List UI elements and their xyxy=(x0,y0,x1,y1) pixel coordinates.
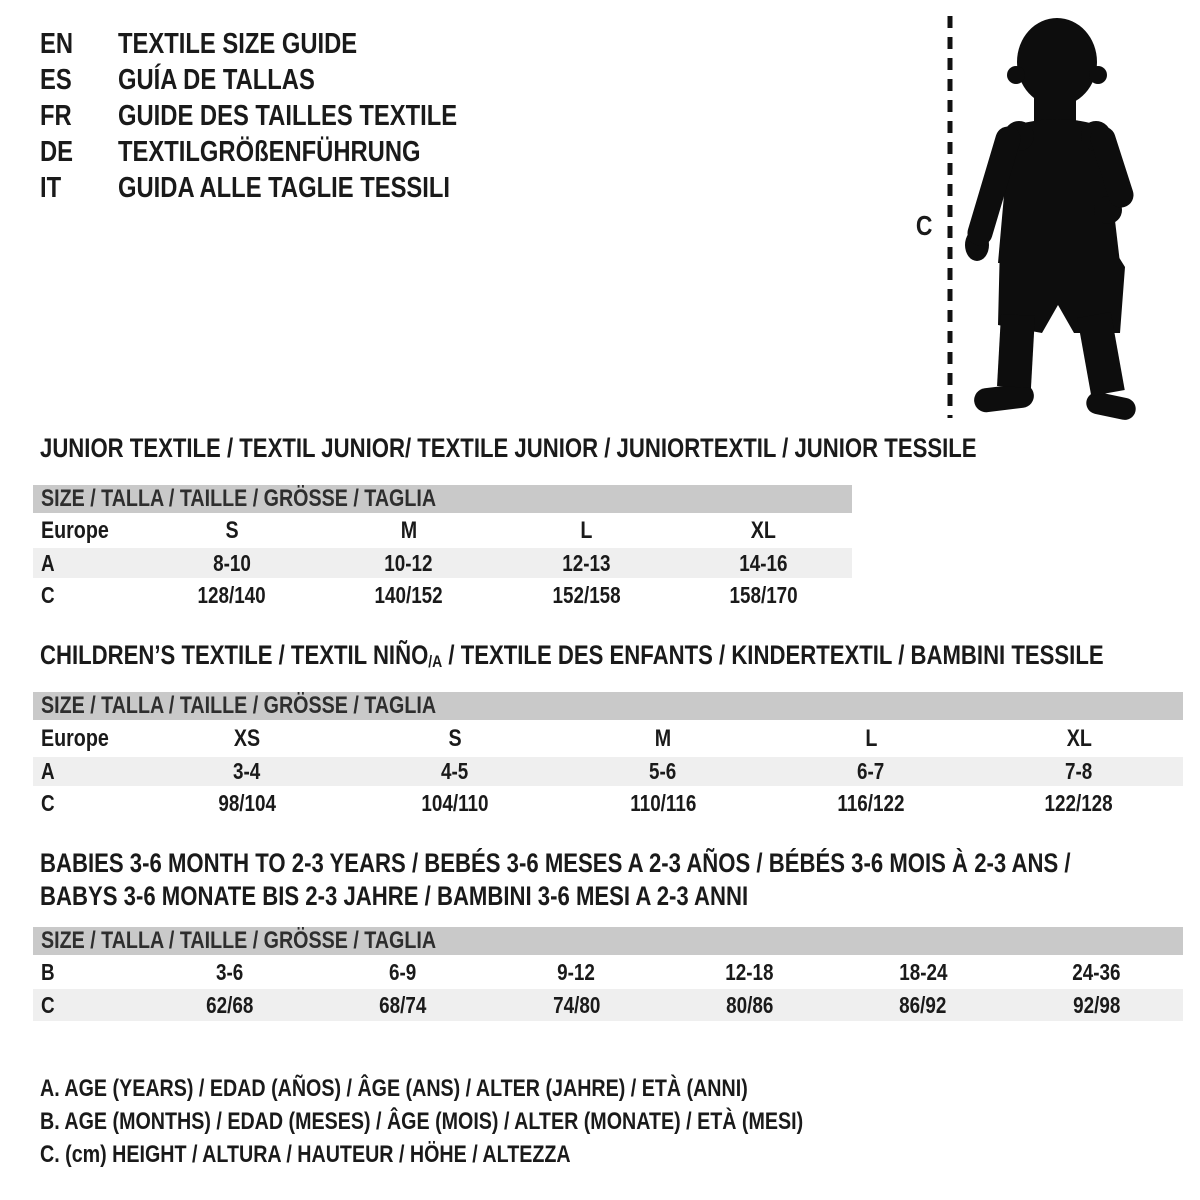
size-label: M xyxy=(400,516,418,544)
lang-code: ES xyxy=(40,63,72,96)
cell-value: 128/140 xyxy=(197,581,266,608)
lang-code: IT xyxy=(40,171,62,204)
note-c: C. (cm) HEIGHT / ALTURA / HAUTEUR / HÖHE / ALTEZZA xyxy=(40,1140,571,1168)
cell-value: 140/152 xyxy=(374,581,443,608)
row-label: C xyxy=(41,991,55,1018)
height-measure-label: C xyxy=(915,210,933,241)
row-label: A xyxy=(41,549,55,576)
size-header-bar: SIZE / TALLA / TAILLE / GRÖSSE / TAGLIA xyxy=(33,485,852,513)
language-title-list xyxy=(40,26,532,206)
children-size-table xyxy=(33,692,1183,820)
cell-value: 122/128 xyxy=(1044,789,1114,816)
table-row-age-months xyxy=(33,955,1183,989)
lang-code: EN xyxy=(40,27,74,60)
cell-value: 98/104 xyxy=(218,789,276,816)
size-label: S xyxy=(448,724,462,752)
page-title-es: GUÍA DE TALLAS xyxy=(118,63,315,96)
cell-value: 18-24 xyxy=(898,958,948,985)
size-label: XS xyxy=(233,724,261,752)
page-title-de: TEXTILGRÖßENFÜHRUNG xyxy=(118,135,421,168)
note-a: A. AGE (YEARS) / EDAD (AÑOS) / ÂGE (ANS) / ALTER (JAHRE) / ETÀ (ANNI) xyxy=(40,1074,748,1102)
table-row-age xyxy=(33,548,852,578)
children-section-title: CHILDREN’S TEXTILE / TEXTIL NIÑO/A / TEXTILE DES ENFANTS / KINDERTEXTIL / BAMBINI TESSILE xyxy=(40,640,1104,671)
cell-value: 68/74 xyxy=(379,991,427,1018)
cell-value: 74/80 xyxy=(552,991,600,1018)
lang-row-de xyxy=(40,134,532,170)
cell-value: 110/116 xyxy=(629,789,697,816)
cell-value: 8-10 xyxy=(212,549,251,576)
table-row-sizes xyxy=(33,720,1183,757)
cell-value: 104/110 xyxy=(421,789,489,816)
legend-notes xyxy=(40,1072,971,1171)
babies-size-table xyxy=(33,927,1183,1021)
cell-value: 7-8 xyxy=(1065,758,1093,784)
table-row-age xyxy=(33,757,1183,786)
cell-value: 5-6 xyxy=(649,758,677,784)
note-b: B. AGE (MONTHS) / EDAD (MESES) / ÂGE (MOIS) / ALTER (MONATE) / ETÀ (MESI) xyxy=(40,1107,804,1135)
row-label: C xyxy=(41,789,55,816)
size-label: L xyxy=(580,516,593,544)
cell-value: 24-36 xyxy=(1072,958,1121,985)
size-label: XL xyxy=(1066,724,1092,752)
cell-value: 86/92 xyxy=(899,991,947,1018)
cell-value: 4-5 xyxy=(441,758,469,784)
row-label: C xyxy=(41,581,55,608)
table-row-height xyxy=(33,786,1183,820)
cell-value: 6-7 xyxy=(857,758,885,784)
cell-value: 80/86 xyxy=(726,991,774,1018)
size-label: XL xyxy=(750,516,776,544)
cell-value: 62/68 xyxy=(206,991,254,1018)
lang-row-fr xyxy=(40,98,532,134)
height-dimension-line xyxy=(946,16,954,418)
size-label: S xyxy=(225,516,239,544)
region-label: Europe xyxy=(41,516,109,544)
cell-value: 12-18 xyxy=(725,958,774,985)
junior-section-title: JUNIOR TEXTILE / TEXTIL JUNIOR/ TEXTILE JUNIOR / JUNIORTEXTIL / JUNIOR TESSILE xyxy=(40,433,977,463)
lang-row-en xyxy=(40,26,532,62)
babies-section-title: BABIES 3-6 MONTH TO 2-3 YEARS / BEBÉS 3-6 MESES A 2-3 AÑOS / BÉBÉS 3-6 MOIS À 2-3 ANS / BABYS 3-6 MONATE BIS 2-3 JAHRE / BAMBINI 3-6 MESI A 2-3 ANNI xyxy=(40,848,1071,911)
page-title-it: GUIDA ALLE TAGLIE TESSILI xyxy=(118,171,451,204)
cell-value: 3-4 xyxy=(233,758,261,784)
toddler-silhouette-icon xyxy=(962,15,1142,420)
cell-value: 6-9 xyxy=(389,958,417,985)
cell-value: 92/98 xyxy=(1072,991,1120,1018)
title-subscript: /A xyxy=(428,652,443,671)
cell-value: 10-12 xyxy=(384,549,433,576)
cell-value: 12-13 xyxy=(561,549,611,576)
lang-row-it xyxy=(40,170,532,206)
cell-value: 158/170 xyxy=(729,581,798,608)
size-label: L xyxy=(864,724,878,752)
lang-code: FR xyxy=(40,99,72,132)
cell-value: 116/122 xyxy=(837,789,905,816)
page-title-fr: GUIDE DES TAILLES TEXTILE xyxy=(118,99,458,132)
row-label: B xyxy=(41,958,55,985)
table-row-height xyxy=(33,989,1183,1021)
row-label: A xyxy=(41,758,55,784)
cell-value: 3-6 xyxy=(216,958,244,985)
region-label: Europe xyxy=(41,724,109,752)
page-title: TEXTILE SIZE GUIDE xyxy=(118,27,358,60)
size-label: M xyxy=(654,724,672,752)
size-header-bar: SIZE / TALLA / TAILLE / GRÖSSE / TAGLIA xyxy=(33,692,1183,720)
table-row-height xyxy=(33,578,852,612)
lang-row-es xyxy=(40,62,532,98)
cell-value: 14-16 xyxy=(739,549,788,576)
cell-value: 9-12 xyxy=(557,958,596,985)
lang-code: DE xyxy=(40,135,74,168)
cell-value: 152/158 xyxy=(552,581,621,608)
junior-size-table xyxy=(33,485,852,612)
size-header-bar: SIZE / TALLA / TAILLE / GRÖSSE / TAGLIA xyxy=(33,927,1183,955)
table-row-sizes xyxy=(33,513,852,548)
